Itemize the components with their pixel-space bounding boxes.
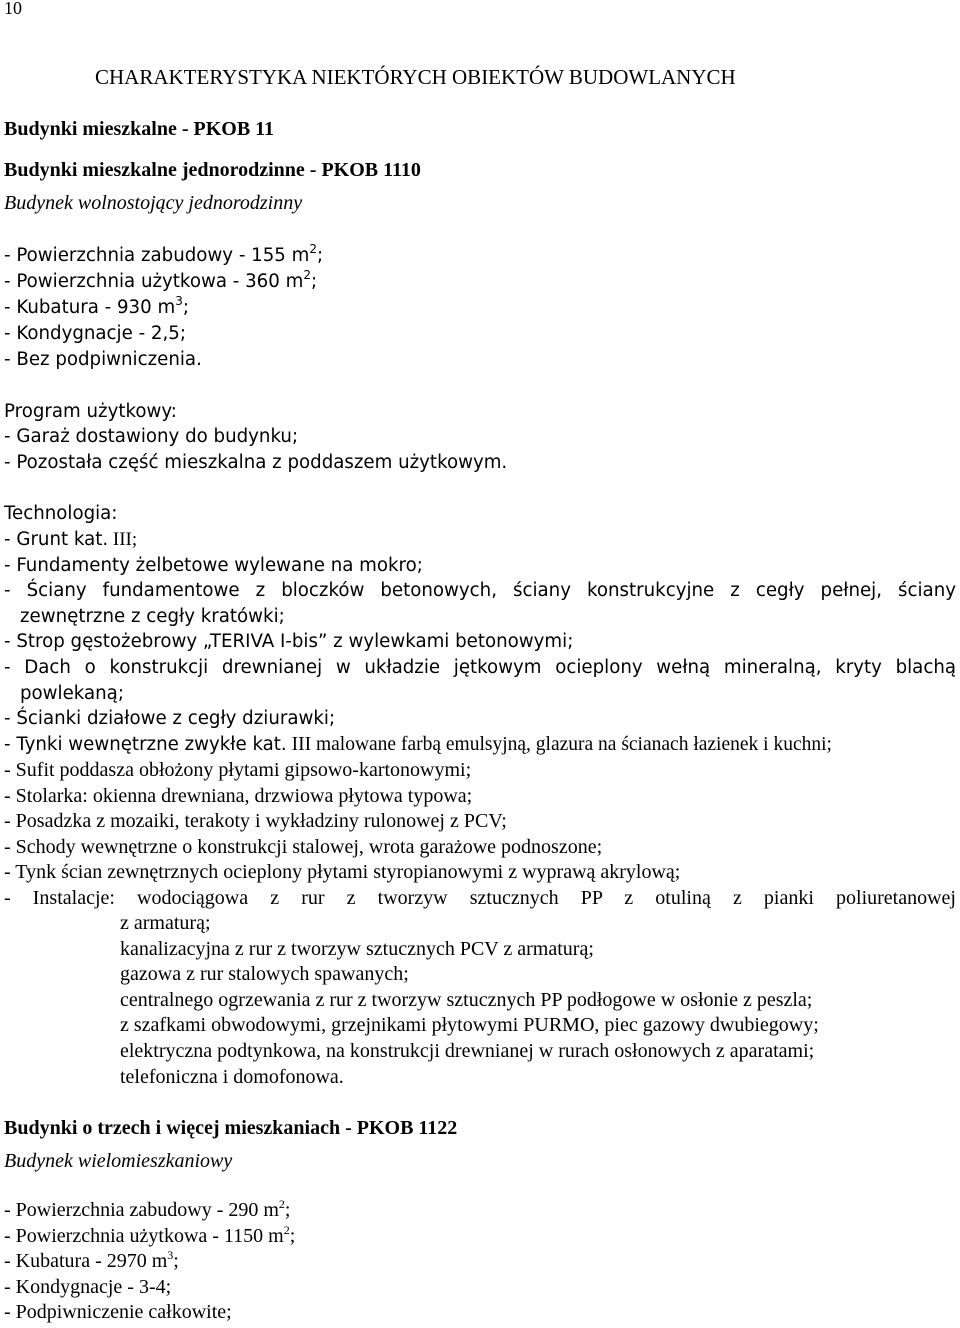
- list-item: - Grunt kat. III;: [4, 529, 138, 550]
- installations-item: gazowa z rur stalowych spawanych;: [120, 963, 409, 985]
- param-line: - Powierzchnia zabudowy - 290 $m^2$;: [4, 1197, 291, 1221]
- param-line: - Bez podpiwniczenia.: [4, 349, 202, 370]
- list-item: - Schody wewnętrzne o konstrukcji stalowej, wrota garażowe podnoszone;: [4, 836, 603, 858]
- page-number: 10: [4, 0, 22, 18]
- building-type: Budynek wolnostojący jednorodzinny: [4, 192, 303, 214]
- installations-item: z armaturą;: [120, 912, 211, 934]
- param-line: - Podpiwniczenie całkowite;: [4, 1301, 232, 1323]
- list-item: - Tynk ścian zewnętrznych ocieplony płytami styropianowymi z wyprawą akrylową;: [4, 861, 681, 883]
- param-line: - Powierzchnia użytkowa - 1150 $m^2$;: [4, 1223, 296, 1247]
- building-type: Budynek wielomieszkaniowy: [4, 1150, 233, 1172]
- param-line: - Powierzchnia zabudowy - 155 $m^2$;: [4, 242, 324, 266]
- installations-item: kanalizacyjna z rur z tworzyw sztucznych PCV z armaturą;: [120, 938, 594, 960]
- installations-line: - Instalacje: wodociągowa z rur z tworzyw sztucznych PP z otuliną z pianki poliuretanowej: [4, 887, 956, 909]
- list-item: - Posadzka z mozaiki, terakoty i wykładziny rulonowej z PCV;: [4, 810, 507, 832]
- list-item: - Tynki wewnętrzne zwykłe kat. III malowane farbą emulsyjną, glazura na ścianach łazienek i kuchni;: [4, 734, 832, 755]
- program-title: Program użytkowy:: [4, 401, 177, 422]
- list-item: - Stolarka: okienna drewniana, drzwiowa płytowa typowa;: [4, 785, 473, 807]
- section-heading: Budynki o trzech i więcej mieszkaniach - PKOB 1122: [4, 1117, 458, 1139]
- param-line: - Kondygnacje - 2,5;: [4, 323, 186, 344]
- technology-title: Technologia:: [4, 503, 118, 524]
- param-line: - Kubatura - 2970 $m^3$;: [4, 1248, 179, 1272]
- list-item: - Strop gęstożebrowy „TERIVA I-bis” z wylewkami betonowymi;: [4, 631, 574, 652]
- param-line: - Kondygnacje - 3-4;: [4, 1276, 172, 1298]
- list-item: - Ścianki działowe z cegły dziurawki;: [4, 708, 336, 729]
- subsection-heading: Budynki mieszkalne jednorodzinne - PKOB 1110: [4, 159, 421, 181]
- list-item: - Dach o konstrukcji drewnianej w układzie jętkowym ocieplony wełną mineralną, kryty blachą: [4, 657, 956, 678]
- installations-item: elektryczna podtynkowa, na konstrukcji drewnianej w rurach osłonowych z aparatami;: [120, 1040, 815, 1062]
- param-line: - Powierzchnia użytkowa - 360 $m^2$;: [4, 268, 318, 292]
- list-item: - Fundamenty żelbetowe wylewane na mokro;: [4, 555, 423, 576]
- installations-item: telefoniczna i domofonowa.: [120, 1066, 344, 1088]
- list-item: - Sufit poddasza obłożony płytami gipsowo-kartonowymi;: [4, 759, 472, 781]
- section-heading: Budynki mieszkalne - PKOB 11: [4, 118, 275, 140]
- list-item: - Pozostała część mieszkalna z poddaszem użytkowym.: [4, 452, 508, 473]
- param-line: - Kubatura - 930 $m^3$;: [4, 294, 189, 318]
- list-item-continuation: zewnętrzne z cegły kratówki;: [20, 606, 285, 627]
- page-title: CHARAKTERYSTYKA NIEKTÓRYCH OBIEKTÓW BUDOWLANYCH: [95, 65, 736, 89]
- list-item-continuation: powlekaną;: [20, 683, 124, 704]
- list-item: - Ściany fundamentowe z bloczków betonowych, ściany konstrukcyjne z cegły pełnej, ściany: [4, 580, 956, 601]
- installations-item: centralnego ogrzewania z rur z tworzyw sztucznych PP podłogowe w osłonie z peszla;: [120, 989, 813, 1011]
- installations-item: z szafkami obwodowymi, grzejnikami płytowymi PURMO, piec gazowy dwubiegowy;: [120, 1014, 819, 1036]
- list-item: - Garaż dostawiony do budynku;: [4, 426, 299, 447]
